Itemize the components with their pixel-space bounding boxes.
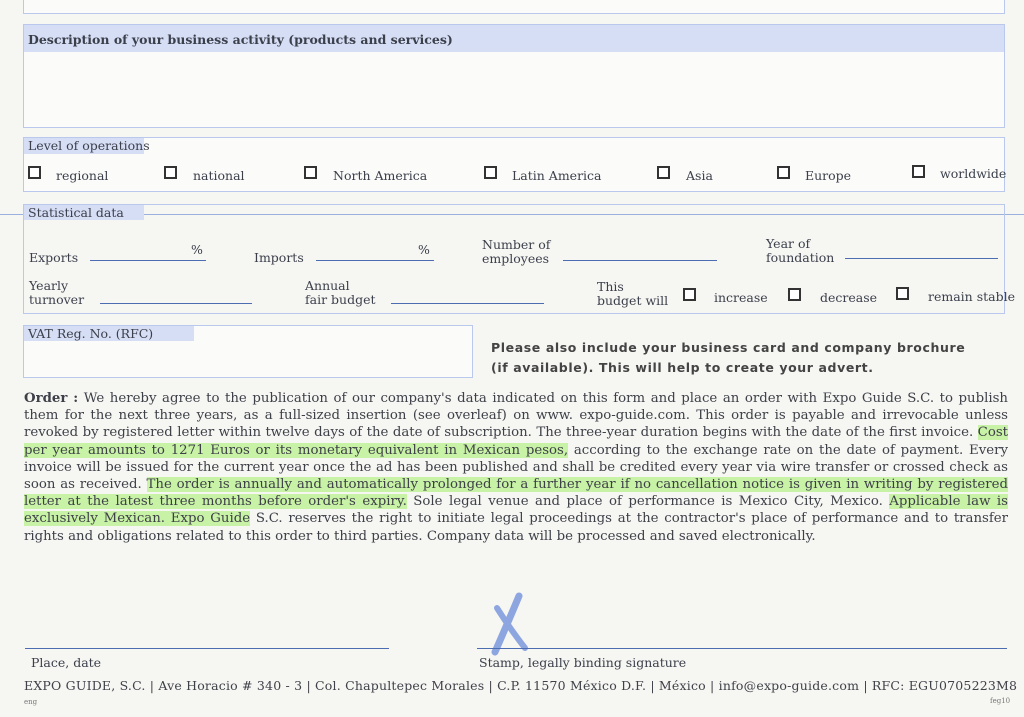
order-text-4: S.C. reserves the right to initiate legal proceedings at the contractor's place of performance and to transfer rights and obligations related to this order to third parties. Company data will be processed and saved electronically. — [24, 511, 1009, 544]
place-date-line[interactable] — [25, 648, 389, 649]
checkbox-asia[interactable] — [657, 166, 670, 179]
turnover-input[interactable] — [100, 303, 252, 304]
option-asia: Asia — [686, 168, 713, 183]
brochure-note: Please also include your business card and company brochure (if available). This will help to create your advert. — [491, 340, 966, 375]
employees-input[interactable] — [563, 260, 717, 261]
order-text-1: We hereby agree to the publication of our company's data indicated on this form and place an order with Expo Guide S.C. to publish them for the next three years, as a full-sized insertion (see overleaf) on www. expo-guide.com. This order is payable and irrevocable unless revoked by registered letter within twelve days of the date of subscription. The three-year duration begins with the date of the first invoice. — [24, 391, 1008, 441]
order-heading: Order : — [24, 391, 79, 406]
checkbox-worldwide[interactable] — [912, 165, 925, 178]
checkbox-increase[interactable] — [683, 288, 696, 301]
imports-input[interactable] — [316, 260, 434, 261]
operations-label: Level of operations — [28, 138, 150, 153]
checkbox-latin-america[interactable] — [484, 166, 497, 179]
order-highlight-cost: Cost per year amounts to 1271 Euros or its monetary equivalent in Mexican pesos, — [24, 425, 1008, 458]
operations-box — [23, 137, 1005, 192]
order-highlight-law: Applicable law is exclusively Mexican. Expo Guide — [24, 494, 1008, 527]
stats-label: Statistical data — [28, 205, 124, 220]
option-regional: regional — [56, 168, 109, 183]
checkbox-national[interactable] — [164, 166, 177, 179]
checkbox-north-america[interactable] — [304, 166, 317, 179]
option-national: national — [193, 168, 245, 183]
option-remain-stable: remain stable — [928, 289, 1015, 304]
place-date-label: Place, date — [31, 655, 102, 670]
imports-label: Imports — [254, 250, 304, 265]
fair-budget-label: Annual fair budget — [305, 278, 376, 307]
option-increase: increase — [714, 290, 768, 305]
handwritten-x-mark — [485, 590, 545, 660]
foundation-input[interactable] — [845, 258, 998, 259]
order-highlight-prolonged: The order is annually and automatically prolonged for a further year if no cancellation notice is given in writing by registered letter at the latest three months before order's expiry. — [24, 477, 1008, 510]
imports-percent: % — [418, 242, 430, 257]
order-text-3: Sole legal venue and place of performance is Mexico City, Mexico. — [406, 494, 890, 510]
option-north-america: North America — [333, 168, 428, 183]
option-latin-america: Latin America — [512, 168, 602, 183]
fair-budget-input[interactable] — [391, 303, 544, 304]
stamp-label: Stamp, legally binding signature — [479, 655, 687, 670]
corner-code-right: feg10 — [990, 697, 1011, 705]
order-text-2: according to the exchange rate on the date of payment. Every invoice will be issued for the current year once the ad has been published and shall be credited every year via wire transfer or crossed check as soon as received. — [24, 442, 1008, 493]
checkbox-regional[interactable] — [28, 166, 41, 179]
order-terms — [24, 390, 1008, 545]
employees-label: Number of employees — [482, 237, 551, 266]
exports-percent: % — [191, 242, 203, 257]
corner-code-left: eng — [24, 698, 38, 706]
option-decrease: decrease — [820, 290, 878, 305]
option-europe: Europe — [805, 168, 852, 183]
checkbox-europe[interactable] — [777, 166, 790, 179]
turnover-label: Yearly turnover — [29, 278, 85, 307]
checkbox-remain-stable[interactable] — [896, 287, 909, 300]
foundation-label: Year of foundation — [766, 236, 835, 265]
company-footer: EXPO GUIDE, S.C. | Ave Horacio # 340 - 3 | Col. Chapultepec Morales | C.P. 11570 México D.F. | México | info@expo-guide.com | RFC: EGU0705223M8 — [24, 678, 1018, 693]
vat-label: VAT Reg. No. (RFC) — [28, 326, 154, 341]
exports-input[interactable] — [90, 260, 206, 261]
top-field-box[interactable] — [23, 0, 1005, 14]
budget-will-label: This budget will — [597, 279, 669, 308]
option-worldwide: worldwide — [940, 166, 1007, 181]
description-label: Description of your business activity (products and services) — [28, 32, 453, 47]
signature-line[interactable] — [477, 648, 1007, 649]
checkbox-decrease[interactable] — [788, 288, 801, 301]
exports-label: Exports — [29, 250, 79, 265]
